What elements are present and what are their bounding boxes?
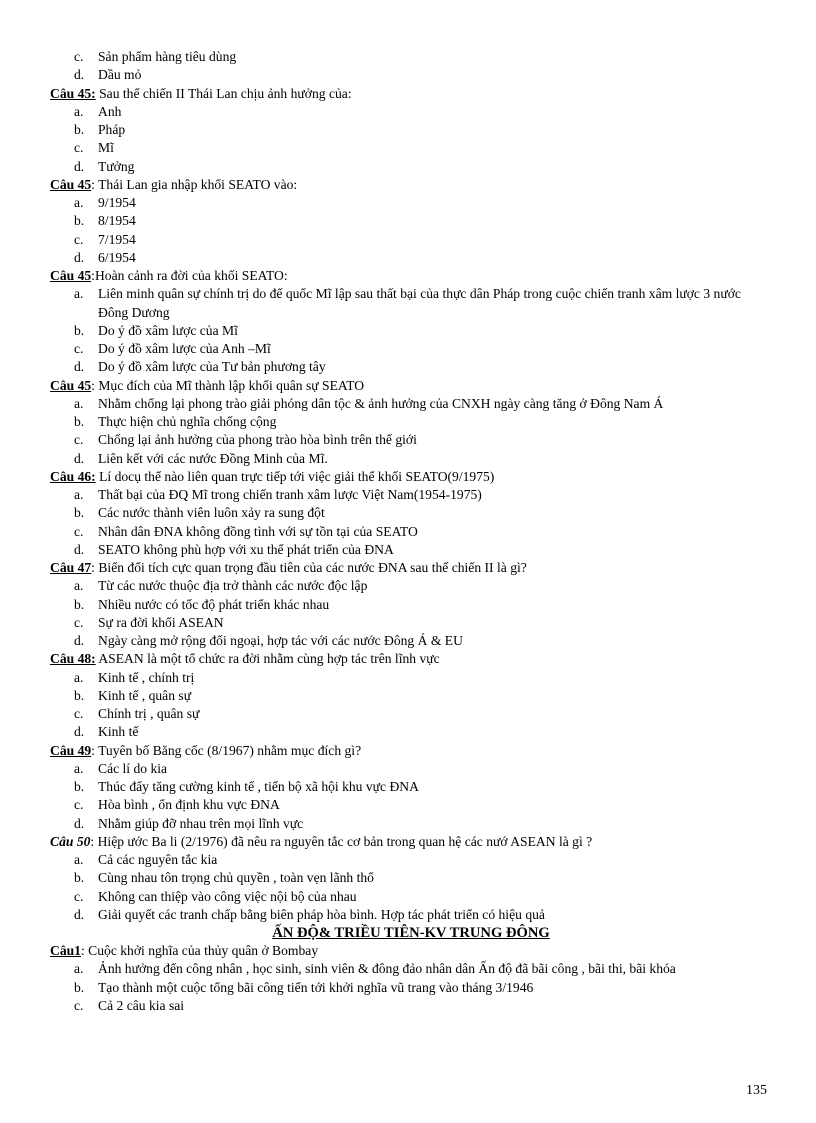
option-item: [50, 431, 772, 449]
option-item: [50, 888, 772, 906]
option-marker: b.: [74, 596, 85, 612]
option-text: Ngày càng mở rộng đối ngoại, hợp tác với các nước Đông Á & EU: [98, 633, 463, 648]
option-text: Sản phẩm hàng tiêu dùng: [98, 49, 237, 64]
option-text: Anh: [98, 103, 122, 119]
option-item: [50, 632, 772, 650]
option-list: [50, 194, 772, 267]
question: [50, 377, 772, 395]
option-marker: c.: [74, 341, 84, 356]
option-marker: b.: [74, 505, 85, 521]
option-item: [50, 979, 772, 997]
option-item: [50, 395, 772, 413]
option-marker: c.: [74, 49, 84, 64]
option-text: Thực hiện chủ nghĩa chống cộng: [98, 414, 277, 429]
option-text: 8/1954: [98, 213, 136, 229]
option-item: [50, 121, 772, 139]
option-list: [50, 669, 772, 742]
option-text: Nhằm chống lại phong trào giải phóng dân tộc & ảnh hưởng của CNXH ngày càng tăng ở Đông Nam Á: [98, 395, 664, 411]
option-list: [50, 960, 772, 1015]
option-text: Do ý đồ xâm lược của Mĩ: [98, 322, 238, 338]
option-marker: b.: [74, 322, 85, 338]
option-marker: d.: [74, 815, 85, 831]
option-item: [50, 541, 772, 559]
option-marker: c.: [74, 888, 84, 904]
option-item: [50, 340, 772, 358]
option-marker: b.: [74, 213, 85, 229]
option-item: [50, 358, 772, 376]
option-item: [50, 778, 772, 796]
section-title: ẤN ĐỘ& TRIỀU TIÊN-KV TRUNG ĐÔNG: [272, 925, 550, 941]
option-marker: b.: [74, 414, 85, 429]
option-item: [50, 212, 772, 230]
question-label: Câu 45: [50, 268, 92, 283]
option-text: Từ các nước thuộc địa trở thành các nước độc lập: [98, 578, 368, 594]
option-text: Không can thiệp vào công việc nội bộ của nhau: [98, 888, 357, 904]
option-marker: d.: [74, 541, 85, 557]
question-text: : Tuyên bố Băng cốc (8/1967) nhằm mục đích gì?: [91, 742, 362, 758]
option-marker: a.: [74, 487, 84, 502]
question: [50, 468, 772, 486]
option-text: Nhằm giúp đỡ nhau trên mọi lĩnh vực: [98, 815, 304, 831]
option-list: [50, 486, 772, 559]
question-text: : Mục đích của Mĩ thành lập khối quân sự SEATO: [91, 377, 365, 393]
option-marker: a.: [74, 103, 84, 119]
option-text: Cả 2 câu kia sai: [98, 997, 185, 1013]
option-item: [50, 48, 772, 66]
option-marker: c.: [74, 231, 84, 247]
option-item: [50, 249, 772, 267]
option-text: Sự ra đời khối ASEAN: [98, 614, 224, 630]
option-list: [50, 48, 772, 85]
option-item: [50, 231, 772, 249]
question-label: Câu1: [50, 943, 81, 958]
option-item: [50, 869, 772, 887]
question-text: ASEAN là một tổ chức ra đời nhằm cùng hợp tác trên lĩnh vực: [95, 651, 440, 667]
question-text: : Biến đổi tích cực quan trọng đầu tiên của các nước ĐNA sau thế chiến II là gì?: [91, 560, 527, 575]
question-label: Câu 49: [50, 742, 92, 758]
option-text: Kinh tế: [98, 724, 139, 740]
option-item: [50, 705, 772, 723]
option-marker: c.: [74, 523, 84, 539]
option-text: Tạo thành một cuộc tổng bãi công tiến tới khởi nghĩa vũ trang vào tháng 3/1946: [98, 979, 534, 995]
option-item: [50, 960, 772, 978]
option-text: Kinh tế , chính trị: [98, 669, 195, 685]
option-marker: a.: [74, 961, 84, 977]
option-marker: b.: [74, 779, 85, 794]
option-item: [50, 614, 772, 632]
option-marker: d.: [74, 249, 85, 265]
option-item: [50, 322, 772, 340]
option-text: Giải quyết các tranh chấp bằng biên pháp hòa bình. Hợp tác phát triển có hiệu quả: [98, 906, 545, 922]
question-label: Câu 48:: [50, 651, 96, 667]
option-item: [50, 687, 772, 705]
question-text: : Thái Lan gia nhập khối SEATO vào:: [91, 176, 298, 192]
option-marker: c.: [74, 614, 84, 630]
option-text: Các nước thành viên luôn xảy ra sung đột: [98, 505, 325, 521]
option-text: Chống lại ảnh hưởng của phong trào hòa bình trên thế giới: [98, 432, 417, 448]
option-text: Mĩ: [98, 140, 114, 156]
option-marker: b.: [74, 122, 85, 137]
question-text: Sau thế chiến II Thái Lan chịu ảnh hưởng của:: [95, 85, 352, 101]
option-text: Dầu mỏ: [98, 67, 142, 83]
option-marker: a.: [74, 195, 84, 210]
question: [50, 742, 772, 760]
option-item: [50, 669, 772, 687]
option-item: [50, 285, 772, 322]
option-marker: c.: [74, 997, 84, 1013]
question: [50, 559, 772, 577]
option-item: [50, 815, 772, 833]
option-text: Liên minh quân sự chính trị do đế quốc Mĩ lập sau thất bại của thực dân Pháp trong cuộc chiến tranh xâm lược 3 nước Đông Dương: [98, 286, 741, 320]
option-item: [50, 158, 772, 176]
option-list: [50, 103, 772, 176]
option-item: [50, 796, 772, 814]
option-marker: a.: [74, 578, 84, 594]
option-marker: a.: [74, 760, 84, 776]
question-text: :Hoàn cảnh ra đời của khối SEATO:: [91, 268, 288, 283]
option-marker: c.: [74, 432, 84, 448]
question-label: Câu 45: [50, 176, 92, 192]
question-text: : Cuộc khởi nghĩa của thủy quân ở Bombay: [80, 943, 319, 958]
option-text: 6/1954: [98, 249, 136, 265]
question-label: Câu 45: [50, 377, 92, 393]
question: [50, 650, 772, 668]
page-number: 135: [746, 1083, 767, 1098]
option-text: Nhiều nước có tốc độ phát triển khác nhau: [98, 596, 330, 612]
option-text: Do ý đồ xâm lược của Tư bản phương tây: [98, 359, 326, 375]
option-marker: c.: [74, 797, 84, 813]
option-marker: c.: [74, 140, 84, 156]
option-marker: d.: [74, 450, 85, 466]
option-text: Cả các nguyên tắc kia: [98, 852, 218, 867]
option-item: [50, 596, 772, 614]
option-item: [50, 66, 772, 84]
option-text: SEATO không phù hợp với xu thế phát triển của ĐNA: [98, 541, 394, 557]
option-marker: a.: [74, 395, 84, 411]
option-list: [50, 577, 772, 650]
option-item: [50, 139, 772, 157]
option-marker: b.: [74, 687, 85, 703]
option-item: [50, 997, 772, 1015]
option-marker: a.: [74, 669, 84, 685]
question-label: Câu 50: [50, 833, 91, 849]
option-text: Chính trị , quân sự: [98, 706, 200, 721]
option-text: 9/1954: [98, 195, 136, 210]
option-list: [50, 285, 772, 376]
document-body: [50, 48, 772, 1015]
option-text: Cùng nhau tôn trọng chủ quyền , toàn vẹn lãnh thổ: [98, 870, 374, 886]
option-text: Pháp: [98, 122, 126, 137]
option-marker: d.: [74, 158, 85, 174]
question: [50, 85, 772, 103]
option-marker: b.: [74, 979, 85, 995]
option-item: [50, 504, 772, 522]
option-marker: d.: [74, 724, 85, 740]
option-marker: c.: [74, 706, 84, 721]
option-list: [50, 760, 772, 833]
option-text: Liên kết với các nước Đồng Minh của Mĩ.: [98, 450, 328, 466]
option-list: [50, 395, 772, 468]
option-item: [50, 577, 772, 595]
option-text: Thúc đẩy tăng cường kinh tế , tiến bộ xã hội khu vực ĐNA: [98, 779, 419, 794]
question: [50, 267, 772, 285]
option-item: [50, 486, 772, 504]
option-item: [50, 523, 772, 541]
question: [50, 942, 772, 960]
option-marker: a.: [74, 852, 84, 867]
option-marker: d.: [74, 633, 85, 648]
option-item: [50, 103, 772, 121]
option-item: [50, 760, 772, 778]
question-label: Câu 45:: [50, 85, 96, 101]
option-text: 7/1954: [98, 231, 136, 247]
option-text: Do ý đồ xâm lược của Anh –Mĩ: [98, 341, 271, 356]
option-marker: b.: [74, 870, 85, 886]
option-marker: d.: [74, 67, 85, 83]
option-item: [50, 906, 772, 924]
option-item: [50, 194, 772, 212]
option-text: Nhân dân ĐNA không đồng tình với sự tồn tại của SEATO: [98, 523, 418, 539]
option-item: [50, 723, 772, 741]
option-text: Các lí do kia: [98, 760, 168, 776]
question-text: : Hiệp ước Ba li (2/1976) đã nêu ra nguyên tắc cơ bản trong quan hệ các nướ ASEAN là gì ?: [90, 833, 593, 849]
option-text: Ảnh hưởng đến công nhân , học sinh, sinh viên & đông đảo nhân dân Ấn độ đã bãi công , bãi thi, bãi khóa: [98, 961, 676, 977]
question-text: Lí docụ thể nào liên quan trực tiếp tới việc giải thể khối SEATO(9/1975): [95, 468, 495, 484]
option-item: [50, 450, 772, 468]
option-text: Thất bại của ĐQ Mĩ trong chiến tranh xâm lược Việt Nam(1954-1975): [98, 487, 482, 502]
option-text: Tưởng: [98, 158, 135, 174]
option-list: [50, 851, 772, 924]
question-label: Câu 47: [50, 560, 92, 575]
question: [50, 833, 772, 851]
option-marker: d.: [74, 359, 85, 375]
question-label: Câu 46:: [50, 468, 96, 484]
option-item: [50, 851, 772, 869]
option-text: Hòa bình , ổn định khu vực ĐNA: [98, 797, 280, 813]
option-item: [50, 413, 772, 431]
question: [50, 176, 772, 194]
option-text: Kinh tế , quân sự: [98, 687, 192, 703]
option-marker: a.: [74, 286, 84, 302]
option-marker: d.: [74, 906, 85, 922]
